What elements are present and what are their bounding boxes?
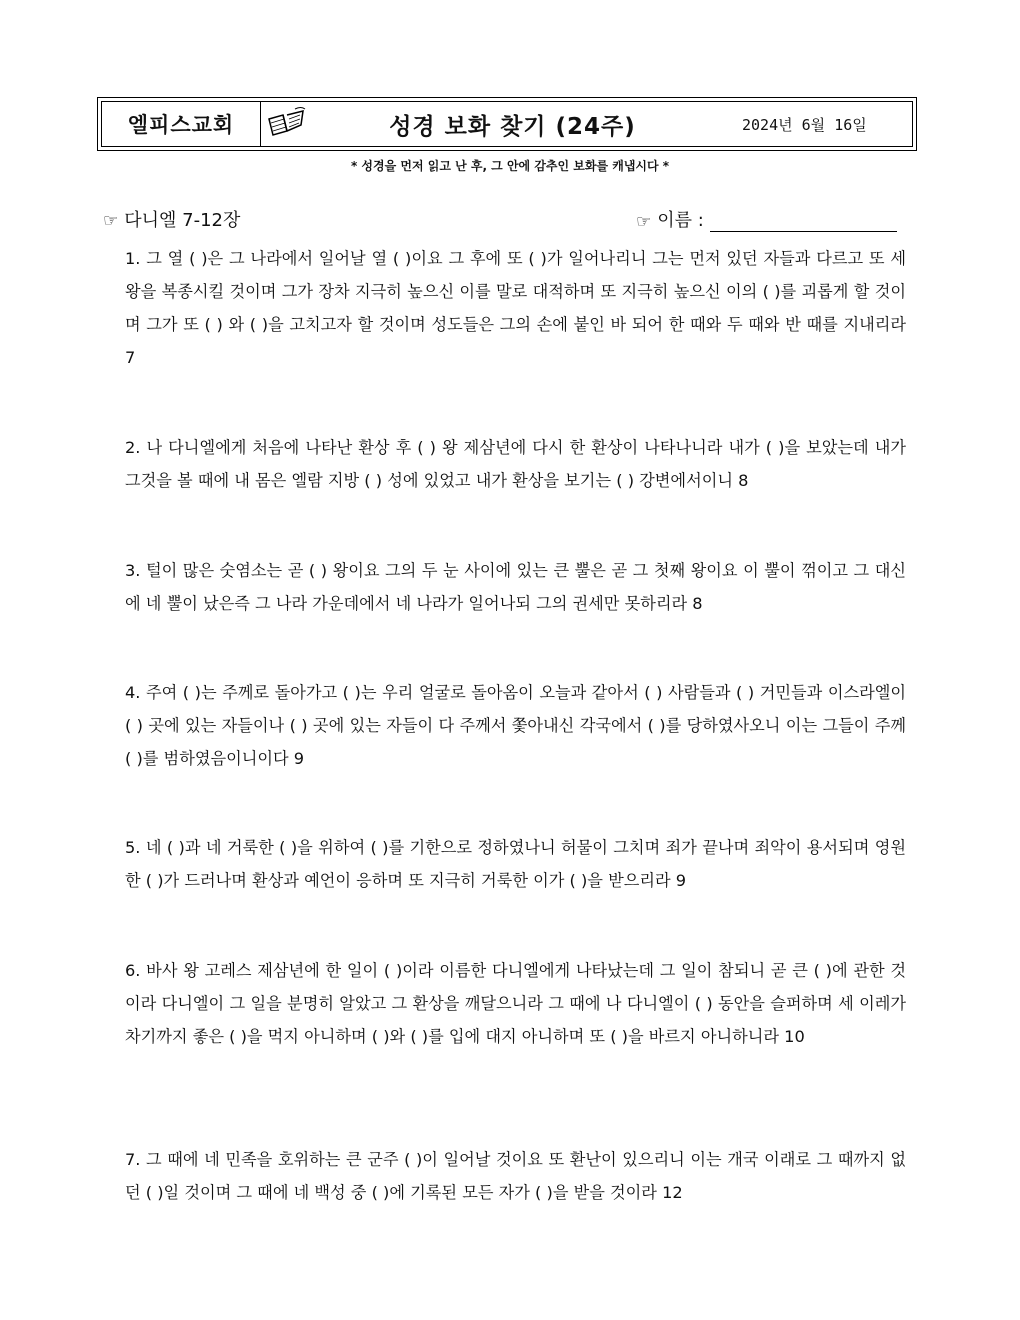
question-1: 1. 그 열 ( )은 그 나라에서 일어날 열 ( )이요 그 후에 또 ( )가 일어나리니 그는 먼저 있던 자들과 다르고 또 세 왕을 복종시킬 것이며 그가 장차 지극히 높으신 이를 말로 대적하며 또 지극히 높으신 이의 ( )를 괴롭게 할 것이며 그가 또 ( ) 와 ( )을 고치고자 할 것이며 성도들은 그의 손에 붙인 바 되어 한 때와 두 때와 반 때를 지내리라 7 xyxy=(125,249,906,367)
question-2: 2. 나 다니엘에게 처음에 나타난 환상 후 ( ) 왕 제삼년에 다시 한 환상이 나타나니라 내가 ( )을 보았는데 내가 그것을 볼 때에 내 몸은 엘람 지방 ( ) 성에 있었고 내가 환상을 보기는 ( ) 강변에서이니 8 xyxy=(125,438,906,490)
worksheet-date: 2024년 6월 16일 xyxy=(742,115,867,134)
chapter-heading xyxy=(103,206,240,232)
question-3: 3. 털이 많은 숫염소는 곧 ( ) 왕이요 그의 두 눈 사이에 있는 큰 뿔은 곧 그 첫째 왕이요 이 뿔이 꺾이고 그 대신에 네 뿔이 났은즉 그 나라 가운데에서 네 나라가 일어나되 그의 권세만 못하리라 8 xyxy=(125,561,906,613)
page-title: 성경 보화 찾기 (24주) xyxy=(389,113,636,140)
name-field xyxy=(636,206,897,232)
worksheet-header xyxy=(97,97,917,151)
question-6: 6. 바사 왕 고레스 제삼년에 한 일이 ( )이라 이름한 다니엘에게 나타났는데 그 일이 참되니 곧 큰 ( )에 관한 것이라 다니엘이 그 일을 분명히 알았고 그 환상을 깨달으니라 그 때에 나 다니엘이 ( ) 동안을 슬퍼하며 세 이레가 차기까지 좋은 ( )을 먹지 아니하며 ( )와 ( )를 입에 대지 아니하며 또 ( )을 바르지 아니하니라 10 xyxy=(125,961,906,1046)
church-name: 엘피스교회 xyxy=(102,102,261,146)
header-inner-border xyxy=(101,101,913,147)
instruction-subtitle: * 성경을 먼저 읽고 난 후, 그 안에 감추인 보화를 캐냅시다 * xyxy=(350,159,670,173)
question-7: 7. 그 때에 네 민족을 호위하는 큰 군주 ( )이 일어날 것이요 또 환난이 있으리니 이는 개국 이래로 그 때까지 없던 ( )일 것이며 그 때에 네 백성 중 ( )에 기록된 모든 자가 ( )을 받을 것이라 12 xyxy=(125,1150,906,1202)
chapter-range: 다니엘 7-12장 xyxy=(124,210,241,231)
name-label: 이름 : xyxy=(657,210,704,231)
pointing-hand-icon: ☞ xyxy=(103,211,119,231)
question-5: 5. 네 ( )과 네 거룩한 ( )을 위하여 ( )를 기한으로 정하였나니 허물이 그치며 죄가 끝나며 죄악이 용서되며 영원한 ( )가 드러나며 환상과 예언이 응하며 또 지극히 거룩한 이가 ( )을 받으리라 9 xyxy=(125,838,906,890)
pointing-hand-icon: ☞ xyxy=(636,212,652,232)
question-4: 4. 주여 ( )는 주께로 돌아가고 ( )는 우리 얼굴로 돌아옴이 오늘과 같아서 ( ) 사람들과 ( ) 거민들과 이스라엘이 ( ) 곳에 있는 자들이나 ( ) 곳에 있는 자들이 다 주께서 쫓아내신 각국에서 ( )를 당하였사오니 이는 그들이 주께 ( )를 범하였음이니이다 9 xyxy=(125,683,906,768)
name-blank-line[interactable] xyxy=(710,213,897,232)
